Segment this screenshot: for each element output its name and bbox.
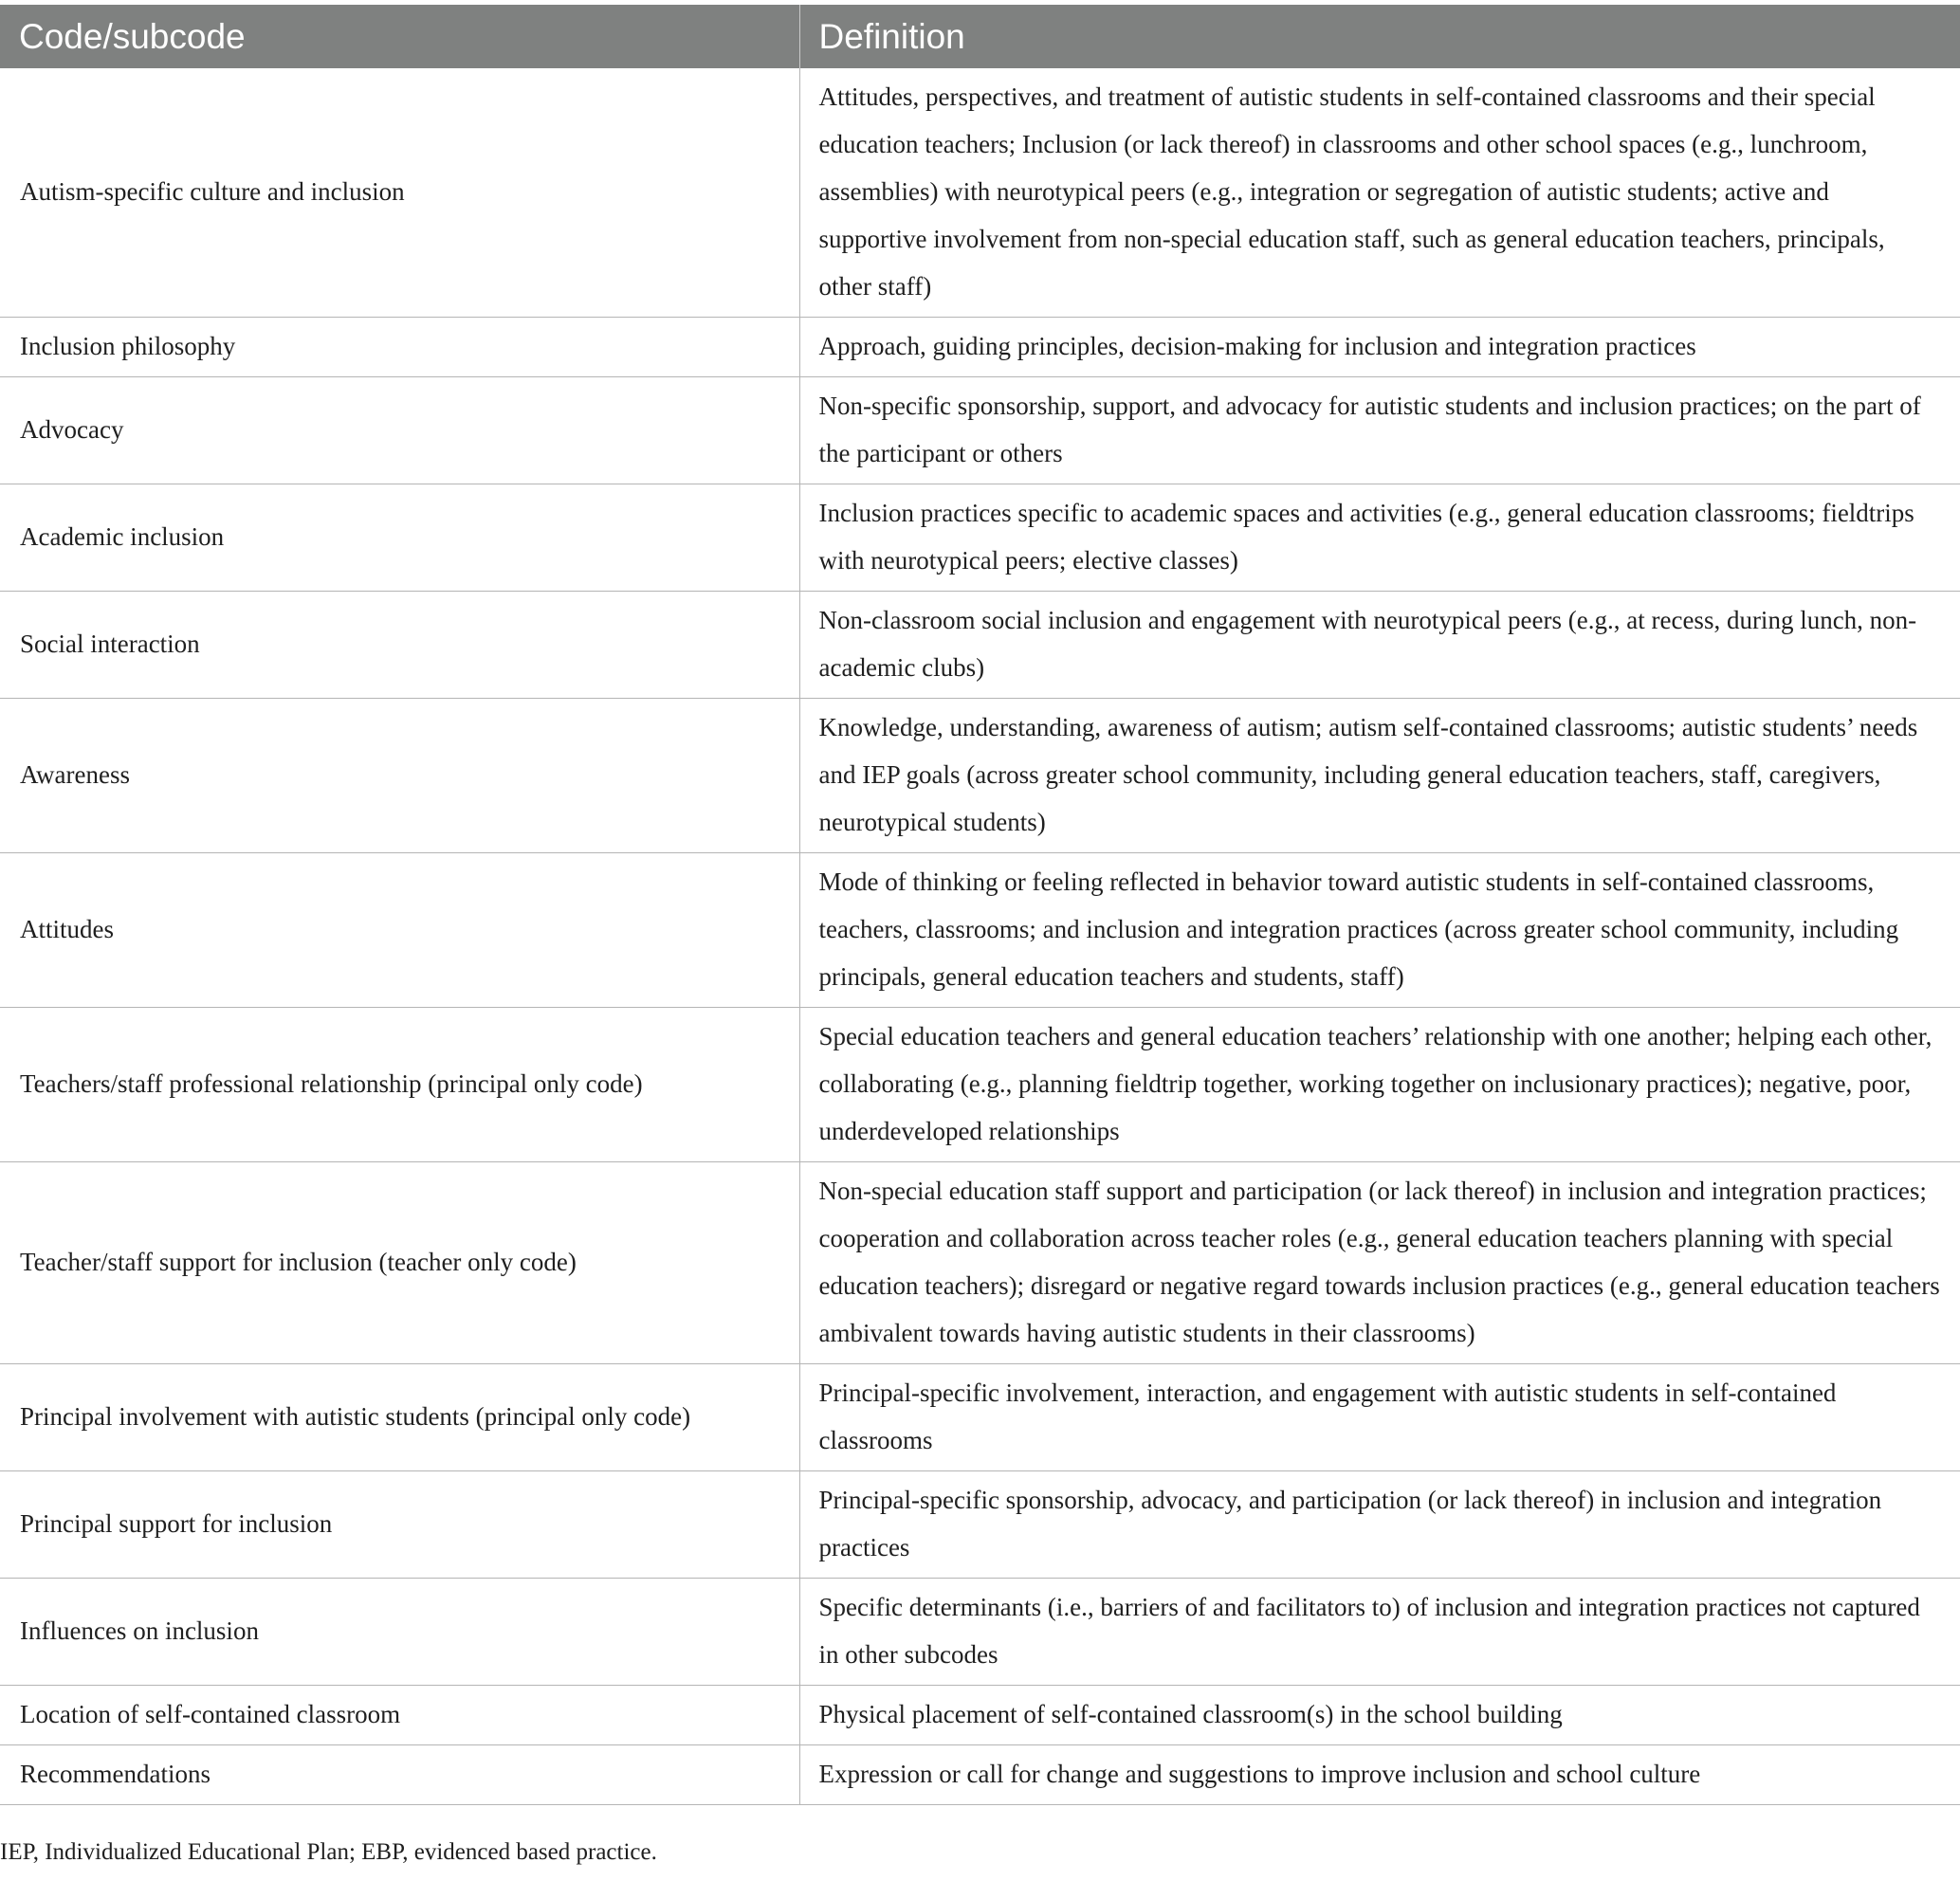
code-cell: Attitudes [0,853,799,1008]
code-cell: Advocacy [0,377,799,484]
definition-cell: Non-special education staff support and participation (or lack thereof) in inclusion and integration practices; cooperation and collaboration across teacher roles (e.g., general education teachers planning with special education teachers); disregard or negative regard towards inclusion practices (e.g., general education teachers ambivalent towards having autistic students in their classrooms) [799,1162,1960,1364]
code-cell: Social interaction [0,592,799,699]
table-row [0,377,1960,484]
definition-cell: Expression or call for change and suggestions to improve inclusion and school culture [799,1745,1960,1805]
code-cell: Influences on inclusion [0,1579,799,1686]
table-row [0,1364,1960,1471]
code-cell: Autism-specific culture and inclusion [0,68,799,318]
code-cell: Principal support for inclusion [0,1471,799,1579]
table-row [0,1579,1960,1686]
table-row [0,68,1960,318]
definition-cell: Special education teachers and general education teachers’ relationship with one another; helping each other, collaborating (e.g., planning fieldtrip together, working together on inclusionary practices); negative, poor, underdeveloped relationships [799,1008,1960,1162]
table-footnote: IEP, Individualized Educational Plan; EBP, evidenced based practice. [0,1839,657,1865]
table-row [0,1162,1960,1364]
code-cell: Awareness [0,699,799,853]
header-definition: Definition [799,5,1960,68]
definition-cell: Non-specific sponsorship, support, and advocacy for autistic students and inclusion practices; on the part of the participant or others [799,377,1960,484]
table-row [0,699,1960,853]
definition-cell: Principal-specific involvement, interaction, and engagement with autistic students in self-contained classrooms [799,1364,1960,1471]
definition-cell: Approach, guiding principles, decision-making for inclusion and integration practices [799,318,1960,377]
table-row [0,1745,1960,1805]
header-code: Code/subcode [0,5,799,68]
header-row [0,5,1960,68]
code-cell: Location of self-contained classroom [0,1686,799,1745]
definition-cell: Attitudes, perspectives, and treatment of autistic students in self-contained classrooms and their special education teachers; Inclusion (or lack thereof) in classrooms and other school spaces (e.g., lunchroom, assemblies) with neurotypical peers (e.g., integration or segregation of autistic students; active and supportive involvement from non-special education staff, such as general education teachers, principals, other staff) [799,68,1960,318]
definition-cell: Principal-specific sponsorship, advocacy, and participation (or lack thereof) in inclusion and integration practices [799,1471,1960,1579]
table-body [0,68,1960,1805]
definition-cell: Knowledge, understanding, awareness of autism; autism self-contained classrooms; autistic students’ needs and IEP goals (across greater school community, including general education teachers, staff, caregivers, neurotypical students) [799,699,1960,853]
table-row [0,318,1960,377]
definition-cell: Inclusion practices specific to academic spaces and activities (e.g., general education classrooms; fieldtrips with neurotypical peers; elective classes) [799,484,1960,592]
table-row [0,1471,1960,1579]
code-cell: Recommendations [0,1745,799,1805]
definition-cell: Physical placement of self-contained classroom(s) in the school building [799,1686,1960,1745]
table-row [0,1686,1960,1745]
code-cell: Inclusion philosophy [0,318,799,377]
definition-cell: Specific determinants (i.e., barriers of and facilitators to) of inclusion and integration practices not captured in other subcodes [799,1579,1960,1686]
code-definition-table-container [0,5,1960,1805]
code-cell: Teacher/staff support for inclusion (teacher only code) [0,1162,799,1364]
table-header [0,5,1960,68]
code-cell: Teachers/staff professional relationship (principal only code) [0,1008,799,1162]
table-row [0,853,1960,1008]
table-row [0,484,1960,592]
code-cell: Principal involvement with autistic students (principal only code) [0,1364,799,1471]
table-row [0,1008,1960,1162]
code-cell: Academic inclusion [0,484,799,592]
table-row [0,592,1960,699]
definition-cell: Mode of thinking or feeling reflected in behavior toward autistic students in self-contained classrooms, teachers, classrooms; and inclusion and integration practices (across greater school community, including principals, general education teachers and students, staff) [799,853,1960,1008]
code-definition-table [0,5,1960,1805]
definition-cell: Non-classroom social inclusion and engagement with neurotypical peers (e.g., at recess, during lunch, non-academic clubs) [799,592,1960,699]
